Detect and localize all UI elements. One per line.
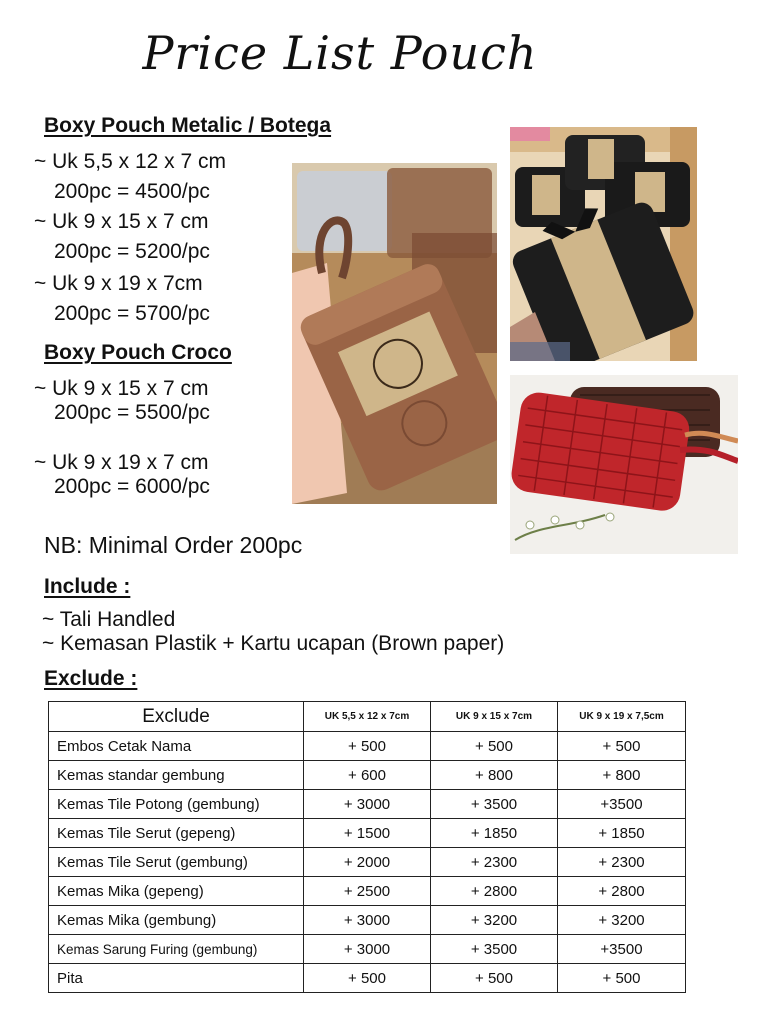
table-row — [49, 877, 686, 906]
row-label: Kemas Tile Serut (gembung) — [49, 848, 304, 877]
row-price-medium: + 500 — [431, 964, 558, 993]
croco-price-1: 200pc = 5500/pc — [54, 401, 210, 424]
page-title: Price List Pouch — [142, 26, 538, 80]
croco-size-2: ~ Uk 9 x 19 x 7 cm — [34, 451, 209, 474]
table-header-size-large: UK 9 x 19 x 7,5cm — [558, 702, 686, 732]
row-price-medium: + 800 — [431, 761, 558, 790]
exclude-heading: Exclude : — [44, 667, 138, 690]
include-item-2: ~ Kemasan Plastik + Kartu ucapan (Brown paper) — [42, 632, 505, 655]
row-price-large: + 2300 — [558, 848, 686, 877]
metalic-size-3: ~ Uk 9 x 19 x 7cm — [34, 272, 203, 295]
table-row — [49, 819, 686, 848]
table-header-exclude: Exclude — [49, 702, 304, 732]
row-price-large: + 500 — [558, 732, 686, 761]
minimal-order-note: NB: Minimal Order 200pc — [44, 532, 303, 558]
row-price-small: + 600 — [304, 761, 431, 790]
include-item-1: ~ Tali Handled — [42, 608, 176, 631]
row-price-medium: + 500 — [431, 732, 558, 761]
table-header-row — [49, 702, 686, 732]
metalic-list — [34, 150, 226, 326]
row-price-small: + 2000 — [304, 848, 431, 877]
row-price-medium: + 1850 — [431, 819, 558, 848]
include-heading: Include : — [44, 575, 131, 598]
table-row — [49, 906, 686, 935]
photo-black-pouches — [510, 127, 697, 361]
table-header-size-small: UK 5,5 x 12 x 7cm — [304, 702, 431, 732]
table-row — [49, 761, 686, 790]
row-price-large: + 500 — [558, 964, 686, 993]
table-header-size-medium: UK 9 x 15 x 7cm — [431, 702, 558, 732]
row-price-medium: + 2300 — [431, 848, 558, 877]
photo-metalic-pouch — [292, 163, 497, 504]
croco-heading: Boxy Pouch Croco — [44, 341, 232, 364]
row-price-large: +3500 — [558, 790, 686, 819]
metalic-price-3: 200pc = 5700/pc — [54, 302, 210, 325]
row-price-small: + 1500 — [304, 819, 431, 848]
metalic-price-1: 200pc = 4500/pc — [54, 180, 210, 203]
row-price-medium: + 3500 — [431, 935, 558, 964]
croco-size-1: ~ Uk 9 x 15 x 7 cm — [34, 377, 209, 400]
table-row — [49, 790, 686, 819]
metalic-heading: Boxy Pouch Metalic / Botega — [44, 114, 332, 137]
row-price-small: + 3000 — [304, 935, 431, 964]
photo-croco-pouches — [510, 375, 738, 554]
row-label: Kemas standar gembung — [49, 761, 304, 790]
table-row — [49, 732, 686, 761]
row-label: Kemas Sarung Furing (gembung) — [49, 935, 304, 964]
metalic-size-1: ~ Uk 5,5 x 12 x 7 cm — [34, 150, 226, 173]
row-price-small: + 3000 — [304, 790, 431, 819]
row-label: Embos Cetak Nama — [49, 732, 304, 761]
row-price-large: + 1850 — [558, 819, 686, 848]
row-label: Kemas Tile Potong (gembung) — [49, 790, 304, 819]
row-price-large: + 800 — [558, 761, 686, 790]
row-price-large: + 3200 — [558, 906, 686, 935]
exclude-price-table — [48, 701, 686, 993]
row-price-small: + 3000 — [304, 906, 431, 935]
table-row — [49, 935, 686, 964]
metalic-price-2: 200pc = 5200/pc — [54, 240, 210, 263]
row-price-small: + 2500 — [304, 877, 431, 906]
row-label: Kemas Tile Serut (gepeng) — [49, 819, 304, 848]
table-row — [49, 964, 686, 993]
row-price-small: + 500 — [304, 732, 431, 761]
croco-price-2: 200pc = 6000/pc — [54, 475, 210, 498]
row-label: Pita — [49, 964, 304, 993]
row-price-medium: + 3200 — [431, 906, 558, 935]
row-price-medium: + 2800 — [431, 877, 558, 906]
row-price-small: + 500 — [304, 964, 431, 993]
croco-list — [34, 377, 210, 499]
row-label: Kemas Mika (gembung) — [49, 906, 304, 935]
row-price-large: + 2800 — [558, 877, 686, 906]
table-row — [49, 848, 686, 877]
metalic-size-2: ~ Uk 9 x 15 x 7 cm — [34, 210, 209, 233]
row-price-medium: + 3500 — [431, 790, 558, 819]
row-price-large: +3500 — [558, 935, 686, 964]
row-label: Kemas Mika (gepeng) — [49, 877, 304, 906]
